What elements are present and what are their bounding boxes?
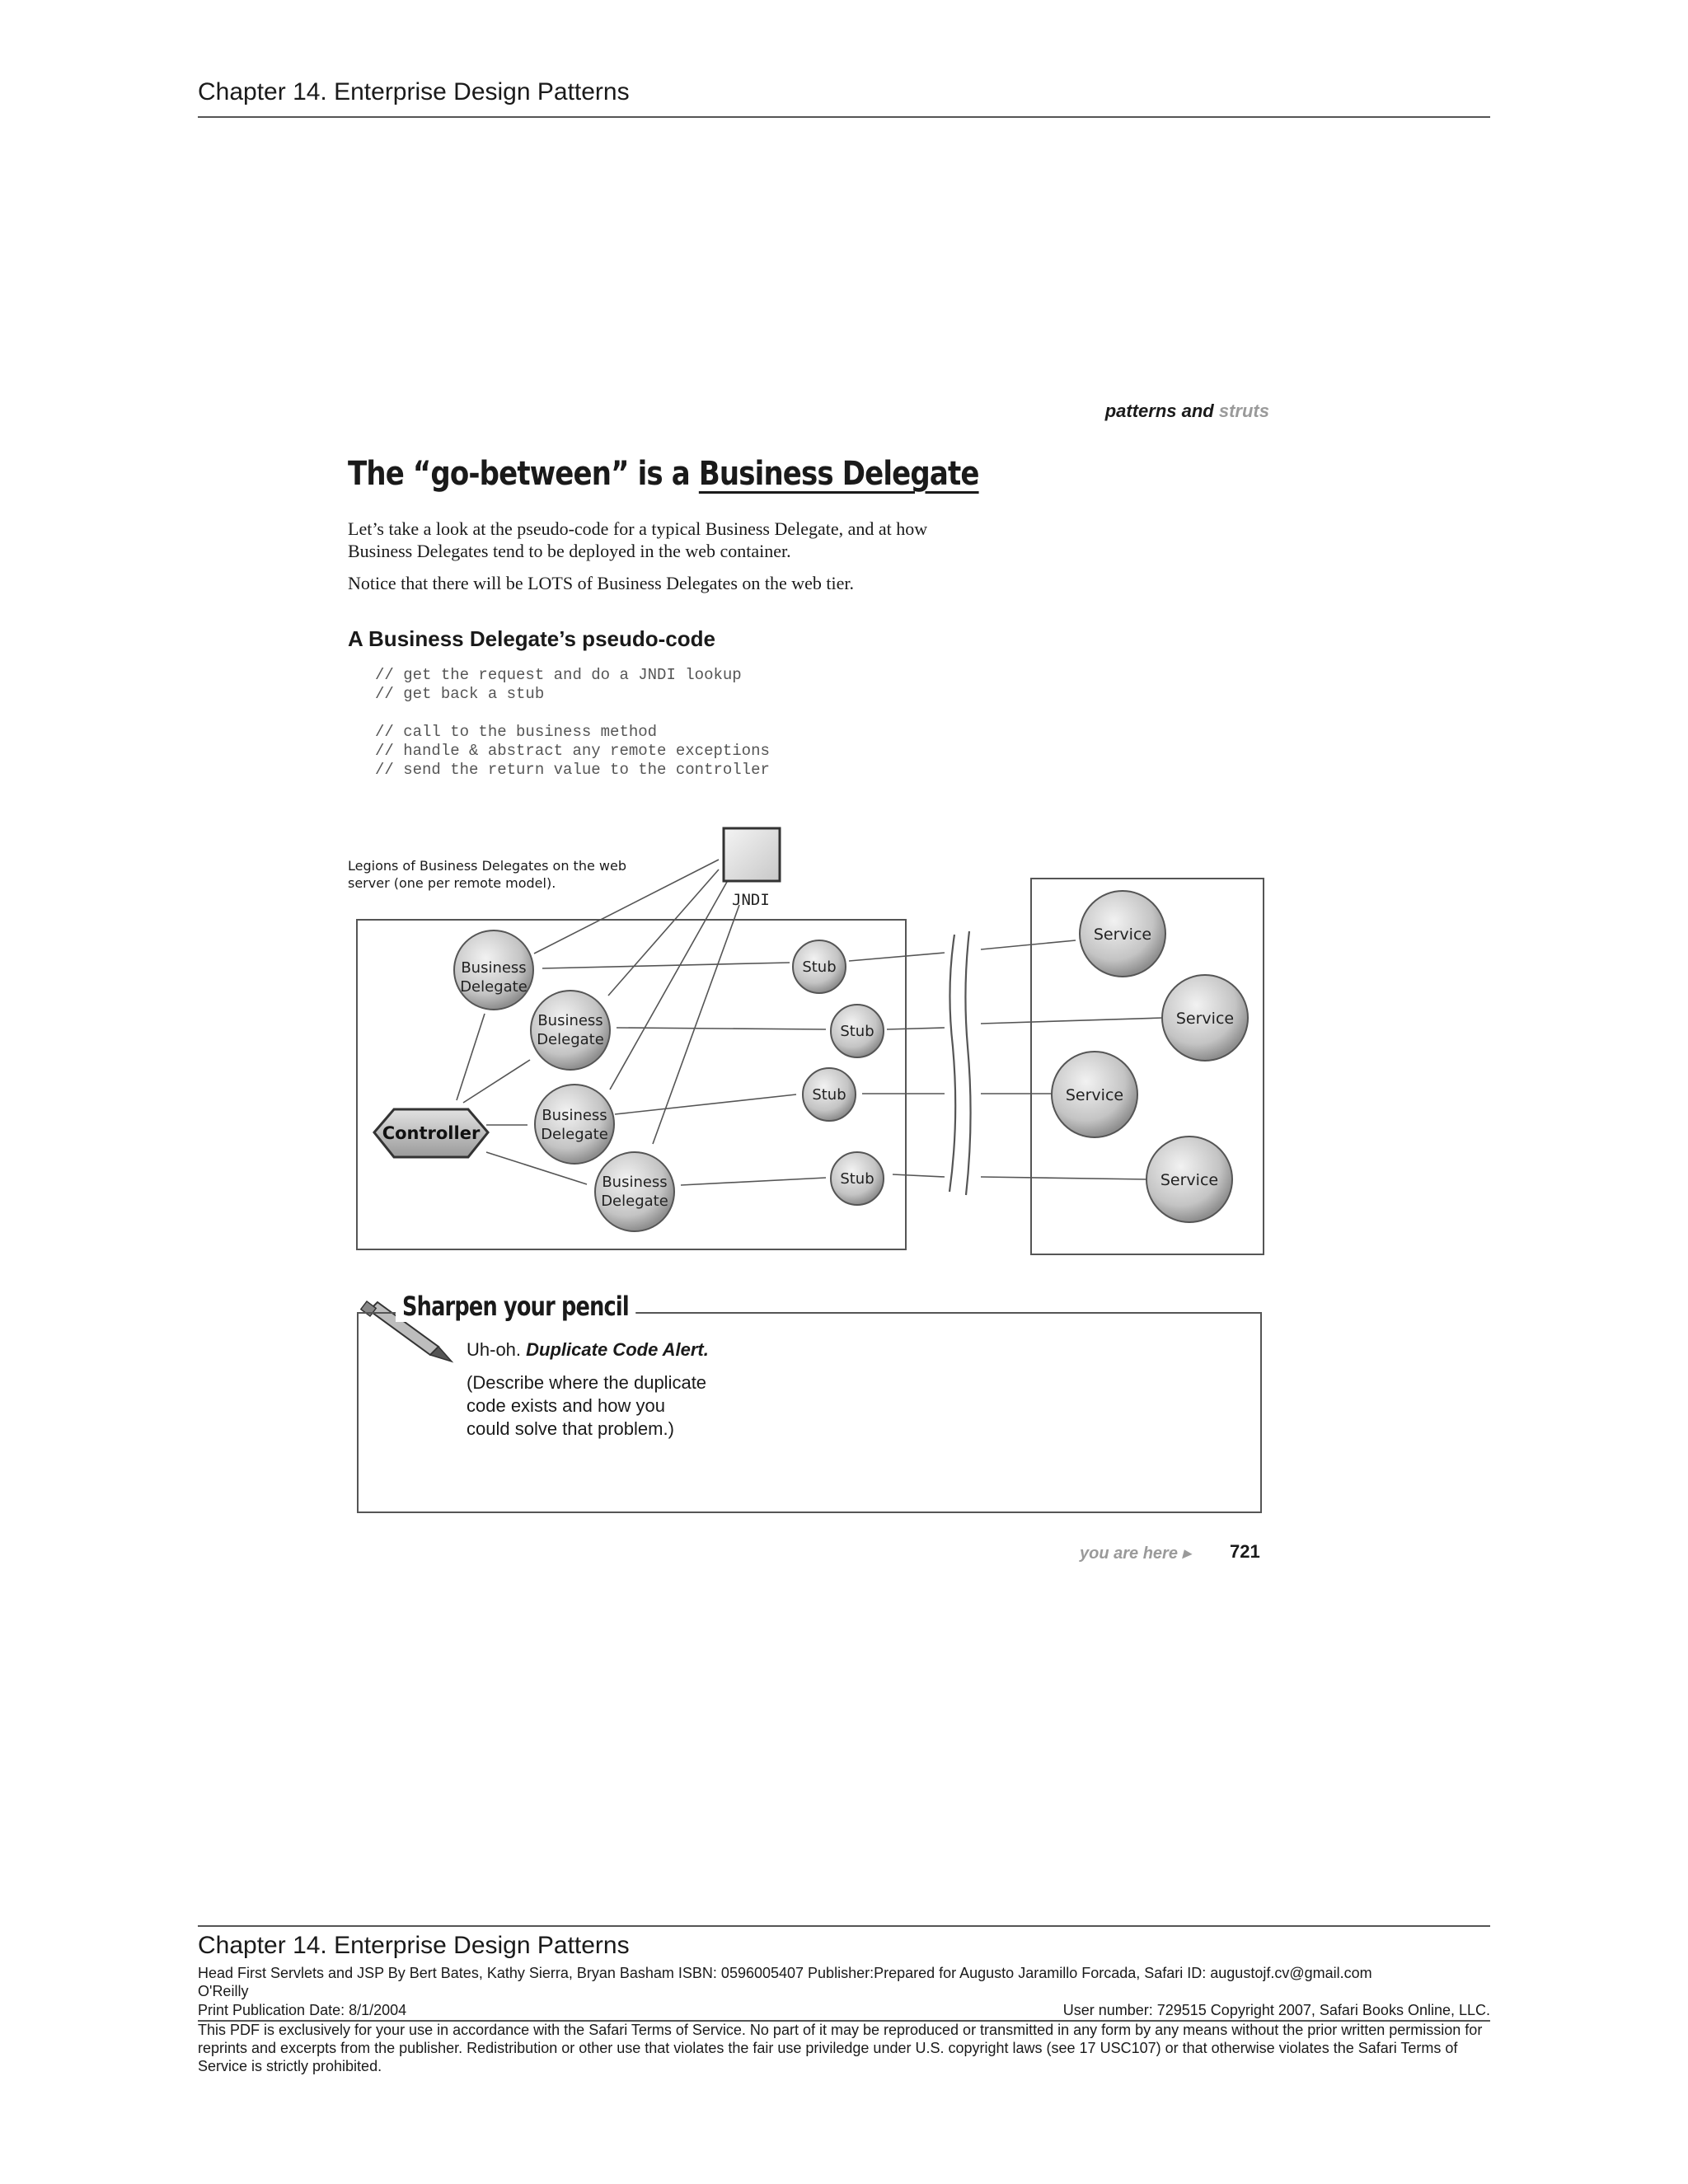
you-are-here-text: you are here [1080, 1544, 1178, 1563]
stub-4 [831, 1152, 884, 1205]
stub-label: Stub [840, 1023, 874, 1040]
footer-book-line: Head First Servlets and JSP By Bert Bates, Kathy Sierra, Bryan Basham ISBN: 0596005407 Publisher:Prepared for Augusto Jaramillo Forcada, Safari ID: augustojf.cv@gmail.com [198, 1965, 1372, 1981]
page-number: 721 [1230, 1541, 1260, 1562]
running-head-accent: struts [1218, 401, 1269, 421]
pseudo-code-heading: A Business Delegate’s pseudo-code [348, 626, 715, 651]
service-3 [1052, 1052, 1137, 1137]
service-label: Service [1065, 1086, 1124, 1104]
business-delegate-4 [595, 1152, 674, 1231]
you-are-here [1080, 1543, 1191, 1563]
title-prefix: The “go-between” is a [348, 455, 690, 493]
jndi-label: JNDI [732, 891, 770, 909]
stub-1 [793, 940, 846, 993]
footer-license: This PDF is exclusively for your use in accordance with the Safari Terms of Service. No part of it may be reproduced or transmitted in any form by any means without the prior written permission for reprints and excerpts from the publisher. Redistribution or other use that violates the fair use priviledge under U.S. copyright laws (see 17 USC107) or that otherwise violates the Safari Terms of Service is strictly prohibited. [198, 2022, 1483, 2074]
intro-paragraph-2: Notice that there will be LOTS of Business Delegates on the web tier. [348, 573, 855, 593]
stub-label: Stub [802, 958, 837, 976]
running-head-text: patterns and [1104, 401, 1214, 421]
controller-node [374, 1109, 488, 1157]
intro-paragraph-1: Let’s take a look at the pseudo-code for a typical Business Delegate, and at how Business Delegates tend to be deployed in the web container. [348, 518, 928, 561]
controller-label: Controller [382, 1123, 481, 1143]
footer-user-line: User number: 729515 Copyright 2007, Safari Books Online, LLC. [1062, 2002, 1490, 2018]
delegate-label-line1: Business [602, 1174, 668, 1191]
service-label: Service [1160, 1171, 1219, 1189]
stub-label: Stub [812, 1086, 846, 1104]
service-2 [1162, 975, 1248, 1061]
sharpen-alert-prefix: Uh-oh. [467, 1339, 522, 1360]
sharpen-description: (Describe where the duplicate code exists and how you could solve that problem.) [467, 1372, 707, 1439]
footer-dates [198, 2001, 1490, 2019]
delegate-label-line1: Business [537, 1012, 603, 1029]
footer-print-date: Print Publication Date: 8/1/2004 [198, 2002, 407, 2018]
service-label: Service [1093, 926, 1152, 944]
title-emphasis: Business Delegate [698, 455, 979, 493]
delegate-label-line1: Business [461, 959, 527, 977]
footer-publisher: O'Reilly [198, 1983, 249, 1999]
footer-chapter-title: Chapter 14. Enterprise Design Patterns [198, 1932, 630, 1959]
delegate-label-line2: Delegate [537, 1031, 604, 1048]
business-delegate-2 [531, 991, 610, 1070]
sharpen-alert-emphasis: Duplicate Code Alert. [526, 1339, 709, 1360]
business-delegate-1 [454, 930, 533, 1010]
delegate-label-line2: Delegate [601, 1193, 668, 1210]
business-delegate-3 [535, 1085, 614, 1164]
stub-label: Stub [840, 1170, 874, 1188]
jndi-icon [724, 828, 780, 881]
footer-rule-top [198, 1925, 1490, 1927]
delegate-label-line1: Business [542, 1107, 607, 1124]
sharpen-pencil-title: Sharpen your pencil [396, 1291, 635, 1322]
stub-3 [803, 1068, 856, 1121]
service-4 [1146, 1137, 1232, 1222]
sharpen-alert [467, 1339, 709, 1361]
service-1 [1080, 891, 1165, 977]
pseudo-code-block: // get the request and do a JNDI lookup // get back a stub // call to the business method // handle & abstract any remote exceptions // send the return value to the controller [375, 666, 770, 779]
delegate-label-line2: Delegate [541, 1126, 608, 1143]
stub-2 [831, 1005, 884, 1057]
delegate-label-line2: Delegate [460, 978, 528, 996]
arrow-right-icon: ▸ [1182, 1544, 1191, 1563]
service-label: Service [1175, 1010, 1235, 1028]
chapter-title: Chapter 14. Enterprise Design Patterns [198, 78, 630, 105]
diagram-caption: Legions of Business Delegates on the web server (one per remote model). [348, 858, 626, 891]
